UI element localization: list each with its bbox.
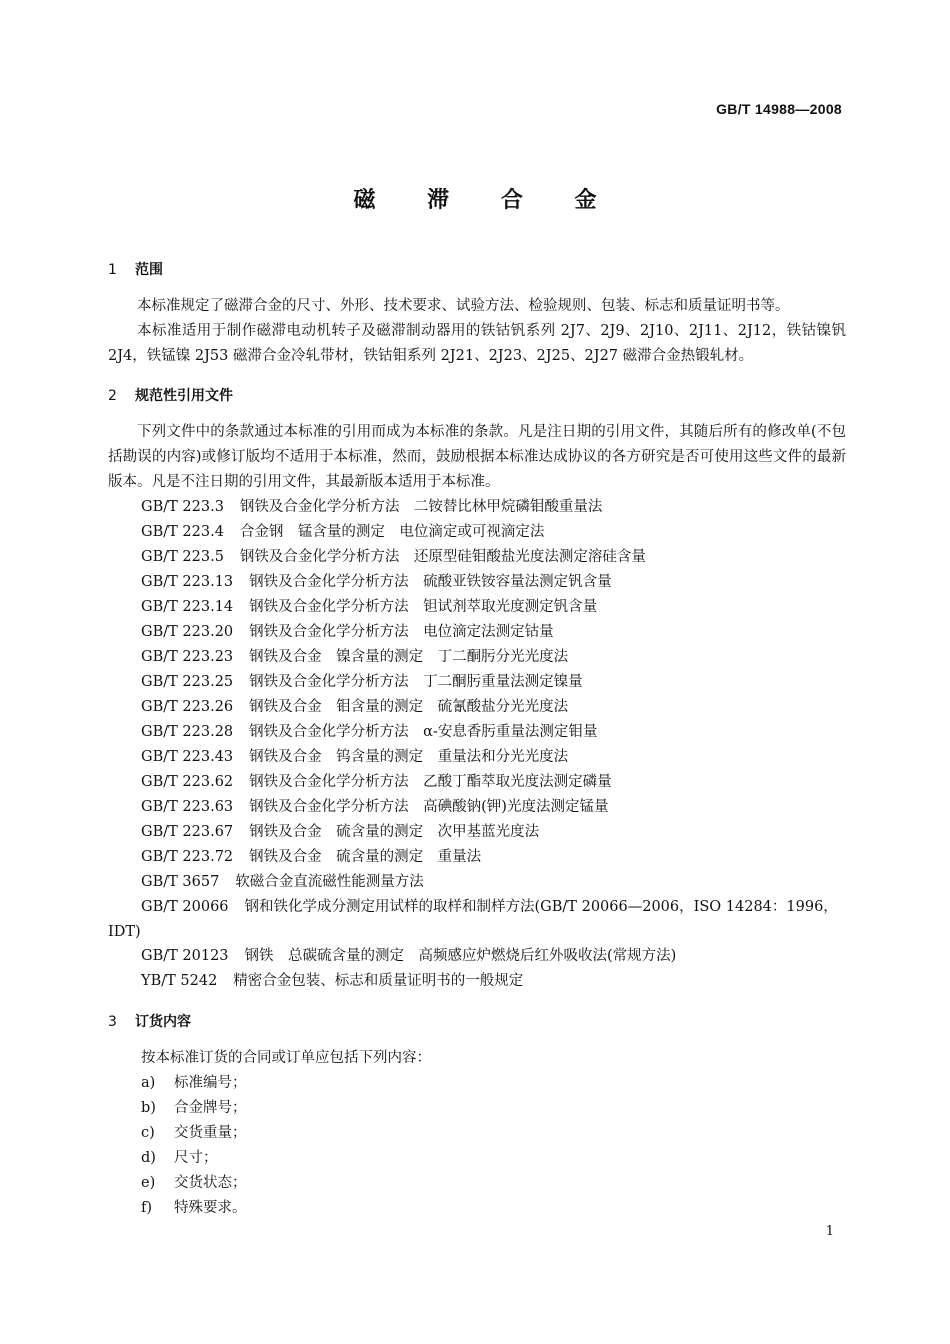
reference-title: 钢铁及合金化学分析方法 丁二酮肟重量法测定镍量: [249, 673, 583, 690]
list-item: [108, 1121, 846, 1146]
reference-title: 钢铁及合金 钨含量的测定 重量法和分光光度法: [249, 748, 569, 765]
reference-code: GB/T 223.72: [141, 848, 234, 865]
list-item: [108, 1146, 846, 1171]
reference-code: GB/T 223.4: [141, 523, 224, 540]
reference-code: GB/T 223.63: [141, 798, 234, 815]
list-item-text: 尺寸；: [174, 1150, 218, 1167]
reference-title: 钢铁及合金 硫含量的测定 次甲基蓝光度法: [249, 823, 540, 840]
reference-item: [108, 720, 846, 745]
reference-title: 钢铁及合金 硫含量的测定 重量法: [249, 848, 482, 865]
reference-code: GB/T 223.67: [141, 823, 234, 840]
reference-item: [108, 944, 846, 969]
reference-code: GB/T 223.14: [141, 598, 234, 615]
reference-item: [108, 620, 846, 645]
reference-item: [108, 645, 846, 670]
reference-title: 合金钢 锰含量的测定 电位滴定或可视滴定法: [239, 523, 545, 540]
list-item-label: f): [141, 1200, 153, 1217]
section-heading: [108, 386, 846, 406]
reference-title: 钢和铁化学成分测定用试样的取样和制样方法(GB/T 20066—2006，ISO 14284：1996，IDT): [108, 898, 838, 940]
reference-code: GB/T 223.13: [141, 573, 234, 590]
reference-list: [108, 495, 846, 995]
document-body: [108, 260, 846, 1221]
document-title: 磁 滞 合 金: [353, 188, 619, 213]
reference-code: GB/T 223.20: [141, 623, 234, 640]
reference-code: GB/T 223.62: [141, 773, 234, 790]
list-item: [108, 1096, 846, 1121]
section-number: 3: [108, 1014, 117, 1031]
standard-code: GB/T 14988—2008: [716, 101, 842, 117]
reference-title: 钢铁及合金化学分析方法 高碘酸钠(钾)光度法测定锰量: [249, 798, 609, 815]
list-item: [108, 1196, 846, 1221]
paragraph: 本标准适用于制作磁滞电动机转子及磁滞制动器用的铁钴钒系列 2J7、2J9、2J10、2J11、2J12，铁钴镍钒 2J4，铁锰镍 2J53 磁滞合金冷轧带材，铁钴钼系列 2J21、2J23、2J25、2J27 磁滞合金热锻轧材。: [108, 322, 846, 364]
list-item-text: 交货状态；: [174, 1175, 247, 1192]
section-heading: [108, 1012, 846, 1032]
reference-item: [108, 695, 846, 720]
reference-code: GB/T 223.5: [141, 548, 224, 565]
reference-item: [108, 795, 846, 820]
section-number: 1: [108, 262, 117, 278]
section-title: 范围: [135, 262, 163, 278]
section-scope: [108, 260, 846, 368]
reference-code: GB/T 223.26: [141, 698, 234, 715]
reference-item: [108, 895, 846, 945]
reference-item: [108, 820, 846, 845]
reference-item: [108, 870, 846, 895]
reference-title: 软磁合金直流磁性能测量方法: [235, 873, 424, 890]
section-number: 2: [108, 388, 117, 405]
paragraph: 下列文件中的条款通过本标准的引用而成为本标准的条款。凡是注日期的引用文件，其随后所有的修改单(不包括勘误的内容)或修订版均不适用于本标准，然而，鼓励根据本标准达成协议的各方研究是否可使用这些文件的最新版本。凡是不注日期的引用文件，其最新版本适用于本标准。: [108, 424, 846, 490]
section-title: 订货内容: [135, 1014, 191, 1031]
section-normative-references: [108, 386, 846, 994]
reference-item: [108, 670, 846, 695]
reference-item: [108, 845, 846, 870]
reference-item: [108, 520, 846, 545]
order-item-list: [108, 1071, 846, 1221]
list-item: [108, 1171, 846, 1196]
list-item-label: c): [141, 1125, 155, 1142]
reference-code: GB/T 223.25: [141, 673, 234, 690]
reference-code: GB/T 3657: [141, 873, 220, 890]
page-number: 1: [825, 1224, 834, 1239]
paragraph: 按本标准订货的合同或订单应包括下列内容：: [141, 1050, 431, 1067]
reference-title: 钢铁及合金 钼含量的测定 硫氰酸盐分光光度法: [249, 698, 569, 715]
reference-title: 钢铁及合金化学分析方法 乙酸丁酯萃取光度法测定磷量: [249, 773, 612, 790]
reference-item: [108, 770, 846, 795]
paragraph: 本标准规定了磁滞合金的尺寸、外形、技术要求、试验方法、检验规则、包装、标志和质量证明书等。: [137, 298, 790, 314]
list-item: [108, 1071, 846, 1096]
reference-code: GB/T 223.43: [141, 748, 234, 765]
reference-title: 钢铁及合金化学分析方法 电位滴定法测定钴量: [249, 623, 554, 640]
list-item-label: b): [141, 1100, 156, 1117]
reference-code: GB/T 20066: [141, 898, 229, 915]
reference-code: GB/T 20123: [141, 948, 229, 965]
reference-title: 钢铁及合金化学分析方法 二铵替比林甲烷磷钼酸重量法: [239, 498, 603, 515]
section-title: 规范性引用文件: [135, 388, 233, 405]
reference-title: 钢铁及合金 镍含量的测定 丁二酮肟分光光度法: [249, 648, 569, 665]
reference-code: GB/T 223.23: [141, 648, 234, 665]
reference-item: [108, 969, 846, 994]
list-item-label: d): [141, 1150, 156, 1167]
list-item-text: 合金牌号；: [174, 1100, 247, 1117]
reference-title: 钢铁及合金化学分析方法 硫酸亚铁铵容量法测定钒含量: [249, 573, 612, 590]
list-item-label: e): [141, 1175, 156, 1192]
reference-title: 钢铁及合金化学分析方法 还原型硅钼酸盐光度法测定溶硅含量: [239, 548, 646, 565]
reference-title: 钢铁及合金化学分析方法 钽试剂萃取光度测定钒含量: [249, 598, 598, 615]
reference-title: 钢铁 总碳硫含量的测定 高频感应炉燃烧后红外吸收法(常规方法): [244, 948, 677, 965]
reference-item: [108, 745, 846, 770]
reference-item: [108, 495, 846, 520]
reference-title: 钢铁及合金化学分析方法 α-安息香肟重量法测定钼量: [249, 723, 598, 740]
list-item-label: a): [141, 1075, 156, 1092]
reference-item: [108, 545, 846, 570]
section-heading: [108, 260, 846, 280]
list-item-text: 标准编号；: [174, 1075, 247, 1092]
reference-code: GB/T 223.28: [141, 723, 234, 740]
list-item-text: 特殊要求。: [174, 1200, 247, 1217]
reference-title: 精密合金包装、标志和质量证明书的一般规定: [233, 973, 524, 990]
section-order-contents: [108, 1012, 846, 1221]
reference-item: [108, 595, 846, 620]
reference-code: YB/T 5242: [141, 973, 218, 990]
reference-item: [108, 570, 846, 595]
reference-code: GB/T 223.3: [141, 498, 224, 515]
list-item-text: 交货重量；: [174, 1125, 247, 1142]
